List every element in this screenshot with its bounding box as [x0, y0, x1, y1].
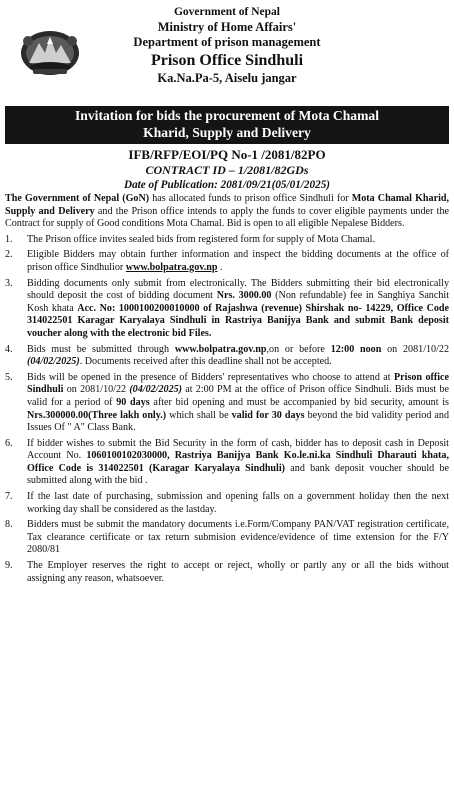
notice-items	[5, 234, 449, 585]
intro-bold-1: The Government of Nepal (GoN)	[5, 193, 150, 204]
item-text	[27, 372, 449, 435]
item-4-bold-2: 12:00 noon	[330, 343, 382, 355]
item-5-bold-2: 90 days	[116, 396, 150, 408]
item-number: 3.	[5, 277, 13, 289]
item-text	[27, 278, 449, 341]
item-5-date: (04/02/2025)	[129, 384, 183, 396]
intro-text-2: and the Prison office intends to apply the funds to cover eligible payments under the Contract for supply of Good conditions Mota Chamal. Bid is open to all eligible Nepalese Bidders.	[5, 205, 449, 230]
item-9-text: The Employer reserves the right to accept or reject, wholly or partly any or all the bids without assigning any reason, whatsoever.	[27, 560, 449, 584]
notice-banner	[5, 106, 449, 144]
nepal-emblem-icon	[19, 23, 81, 77]
item-7-text: If the last date of purchasing, submission and opening falls on a government holiday then the next working day shall be considered as the lastday.	[27, 491, 449, 515]
notice-item-7	[5, 491, 449, 516]
intro-text-1: has allocated funds to prison office Sindhuli for	[149, 193, 352, 204]
notice-header	[5, 5, 449, 106]
item-number: 6.	[5, 437, 13, 449]
item-3-bold-2: Acc. No: 1000100200010000 of Rajashwa (revenue) Shirshak no- 14229, Office Code 314022501 Karagar Karyalaya Sindhuli in Rastriya Banijya Bank and submit Bank deposit voucher along with the electronic bid Files.	[27, 302, 450, 339]
item-text	[27, 249, 449, 274]
item-5-bold-1: Prison office Sindhuli	[27, 371, 449, 396]
item-5-text-4: after bid opening and must be accompanied by bid security, amount is	[149, 396, 449, 408]
item-4-text-1: Bids must be submitted through	[27, 343, 175, 355]
ministry-title: Ministry of Home Affairs'	[157, 20, 297, 34]
notice-item-1	[5, 234, 449, 247]
item-text	[27, 519, 449, 557]
item-4-text-4: . Documents received after this deadline shall not be accepted.	[79, 356, 332, 368]
bolpatra-link[interactable]: www.bolpatra.gov.np	[125, 261, 218, 273]
notice-item-9	[5, 560, 449, 585]
banner-line-2: Kharid, Supply and Delivery	[143, 124, 311, 140]
notice-item-5	[5, 372, 449, 435]
item-4-date: (04/02/2025)	[27, 356, 80, 368]
notice-item-6	[5, 438, 449, 488]
notice-item-8	[5, 519, 449, 557]
ifb-number: IFB/RFP/EOI/PQ No-1 /2081/82PO	[128, 147, 326, 162]
item-3-bold-1: Nrs. 3000.00	[216, 290, 272, 302]
notice-item-4	[5, 344, 449, 369]
office-address: Ka.Na.Pa-5, Aiselu jangar	[157, 71, 297, 85]
item-2-text-2: .	[217, 261, 223, 273]
item-number: 5.	[5, 371, 13, 383]
item-text	[27, 438, 449, 488]
item-3-text-1: Bidding documents only submit from electronically. The Bidders submitting their bid electronically should deposit the cost of bidding document	[27, 277, 449, 302]
item-number: 7.	[5, 491, 13, 503]
item-text	[27, 491, 449, 516]
item-5-text-1: Bids will be opened in the presence of Bidders' representatives who choose to attend at	[27, 371, 394, 383]
contract-id: CONTRACT ID – 1/2081/82GDs	[145, 163, 309, 177]
item-3-text-2: (Non refundable) fee in Sanghiya Sanchit Kosh khata	[27, 290, 449, 314]
item-number: 9.	[5, 560, 13, 572]
notice-item-3	[5, 278, 449, 341]
item-6-text-1: If bidder wishes to submit the Bid Security in the form of cash, bidder has to deposit cash in Deposit Account No.	[27, 437, 449, 462]
item-number: 1.	[5, 233, 13, 245]
item-number: 4.	[5, 343, 13, 355]
banner-line-1: Invitation for bids the procurement of Mota Chamal	[75, 108, 379, 123]
item-6-text-2: and bank deposit voucher should be submitted along with the bid .	[27, 462, 449, 487]
government-title: Government of Nepal	[173, 6, 281, 18]
item-5-text-2: on 2081/10/22	[63, 384, 130, 396]
item-6-bold-1: 1060100102030000, Rastriya Banijya Bank Ko.le.ni.ka Sindhuli Dharauti khata, Office Code is 314022501 (Karagar Karyalaya Sindhuli)	[27, 450, 449, 474]
item-number: 8.	[5, 519, 13, 531]
item-text	[27, 234, 449, 247]
item-5-bold-4: valid for 30 days	[231, 409, 305, 421]
item-8-text: Bidders must be submit the mandatory documents i.e.Form/Company PAN/VAT registration certificate, Tax clearance certificate or tax return submision evidence/evidence of time extension for the F/Y 2080/81	[27, 519, 449, 556]
item-number: 2.	[5, 249, 13, 261]
item-4-bold-1: www.bolpatra.gov.np	[174, 343, 267, 355]
item-4-text-2: ,on or before	[266, 343, 331, 355]
item-text	[27, 560, 449, 585]
item-5-text-6: beyond the bid validity period and Issues Of " A" Class Bank.	[27, 409, 449, 434]
department-title: Department of prison management	[133, 35, 321, 49]
intro-bold-2: Mota Chamal Kharid, Supply and Delivery	[5, 193, 450, 217]
item-1-text: The Prison office invites sealed bids from registered form for supply of Mota Chamal.	[27, 233, 375, 245]
notice-item-2	[5, 249, 449, 274]
item-2-text-1: Eligible Bidders may obtain further information and inspect the bidding documents at the office of prison office Sindhulior	[27, 249, 449, 273]
item-5-bold-3: Nrs.300000.00(Three lakh only.)	[27, 409, 167, 421]
item-text	[27, 344, 449, 369]
intro-paragraph	[5, 193, 449, 231]
item-5-text-5: which shall be	[166, 409, 232, 421]
office-title: Prison Office Sindhuli	[150, 52, 304, 69]
item-5-text-3: at 2:00 PM at the office of Prison office Sindhuli. Bids must be valid for a period of	[27, 384, 449, 408]
item-4-text-3: on 2081/10/22	[381, 343, 449, 355]
publication-date: Date of Publication: 2081/09/21(05/01/2025)	[123, 179, 331, 191]
